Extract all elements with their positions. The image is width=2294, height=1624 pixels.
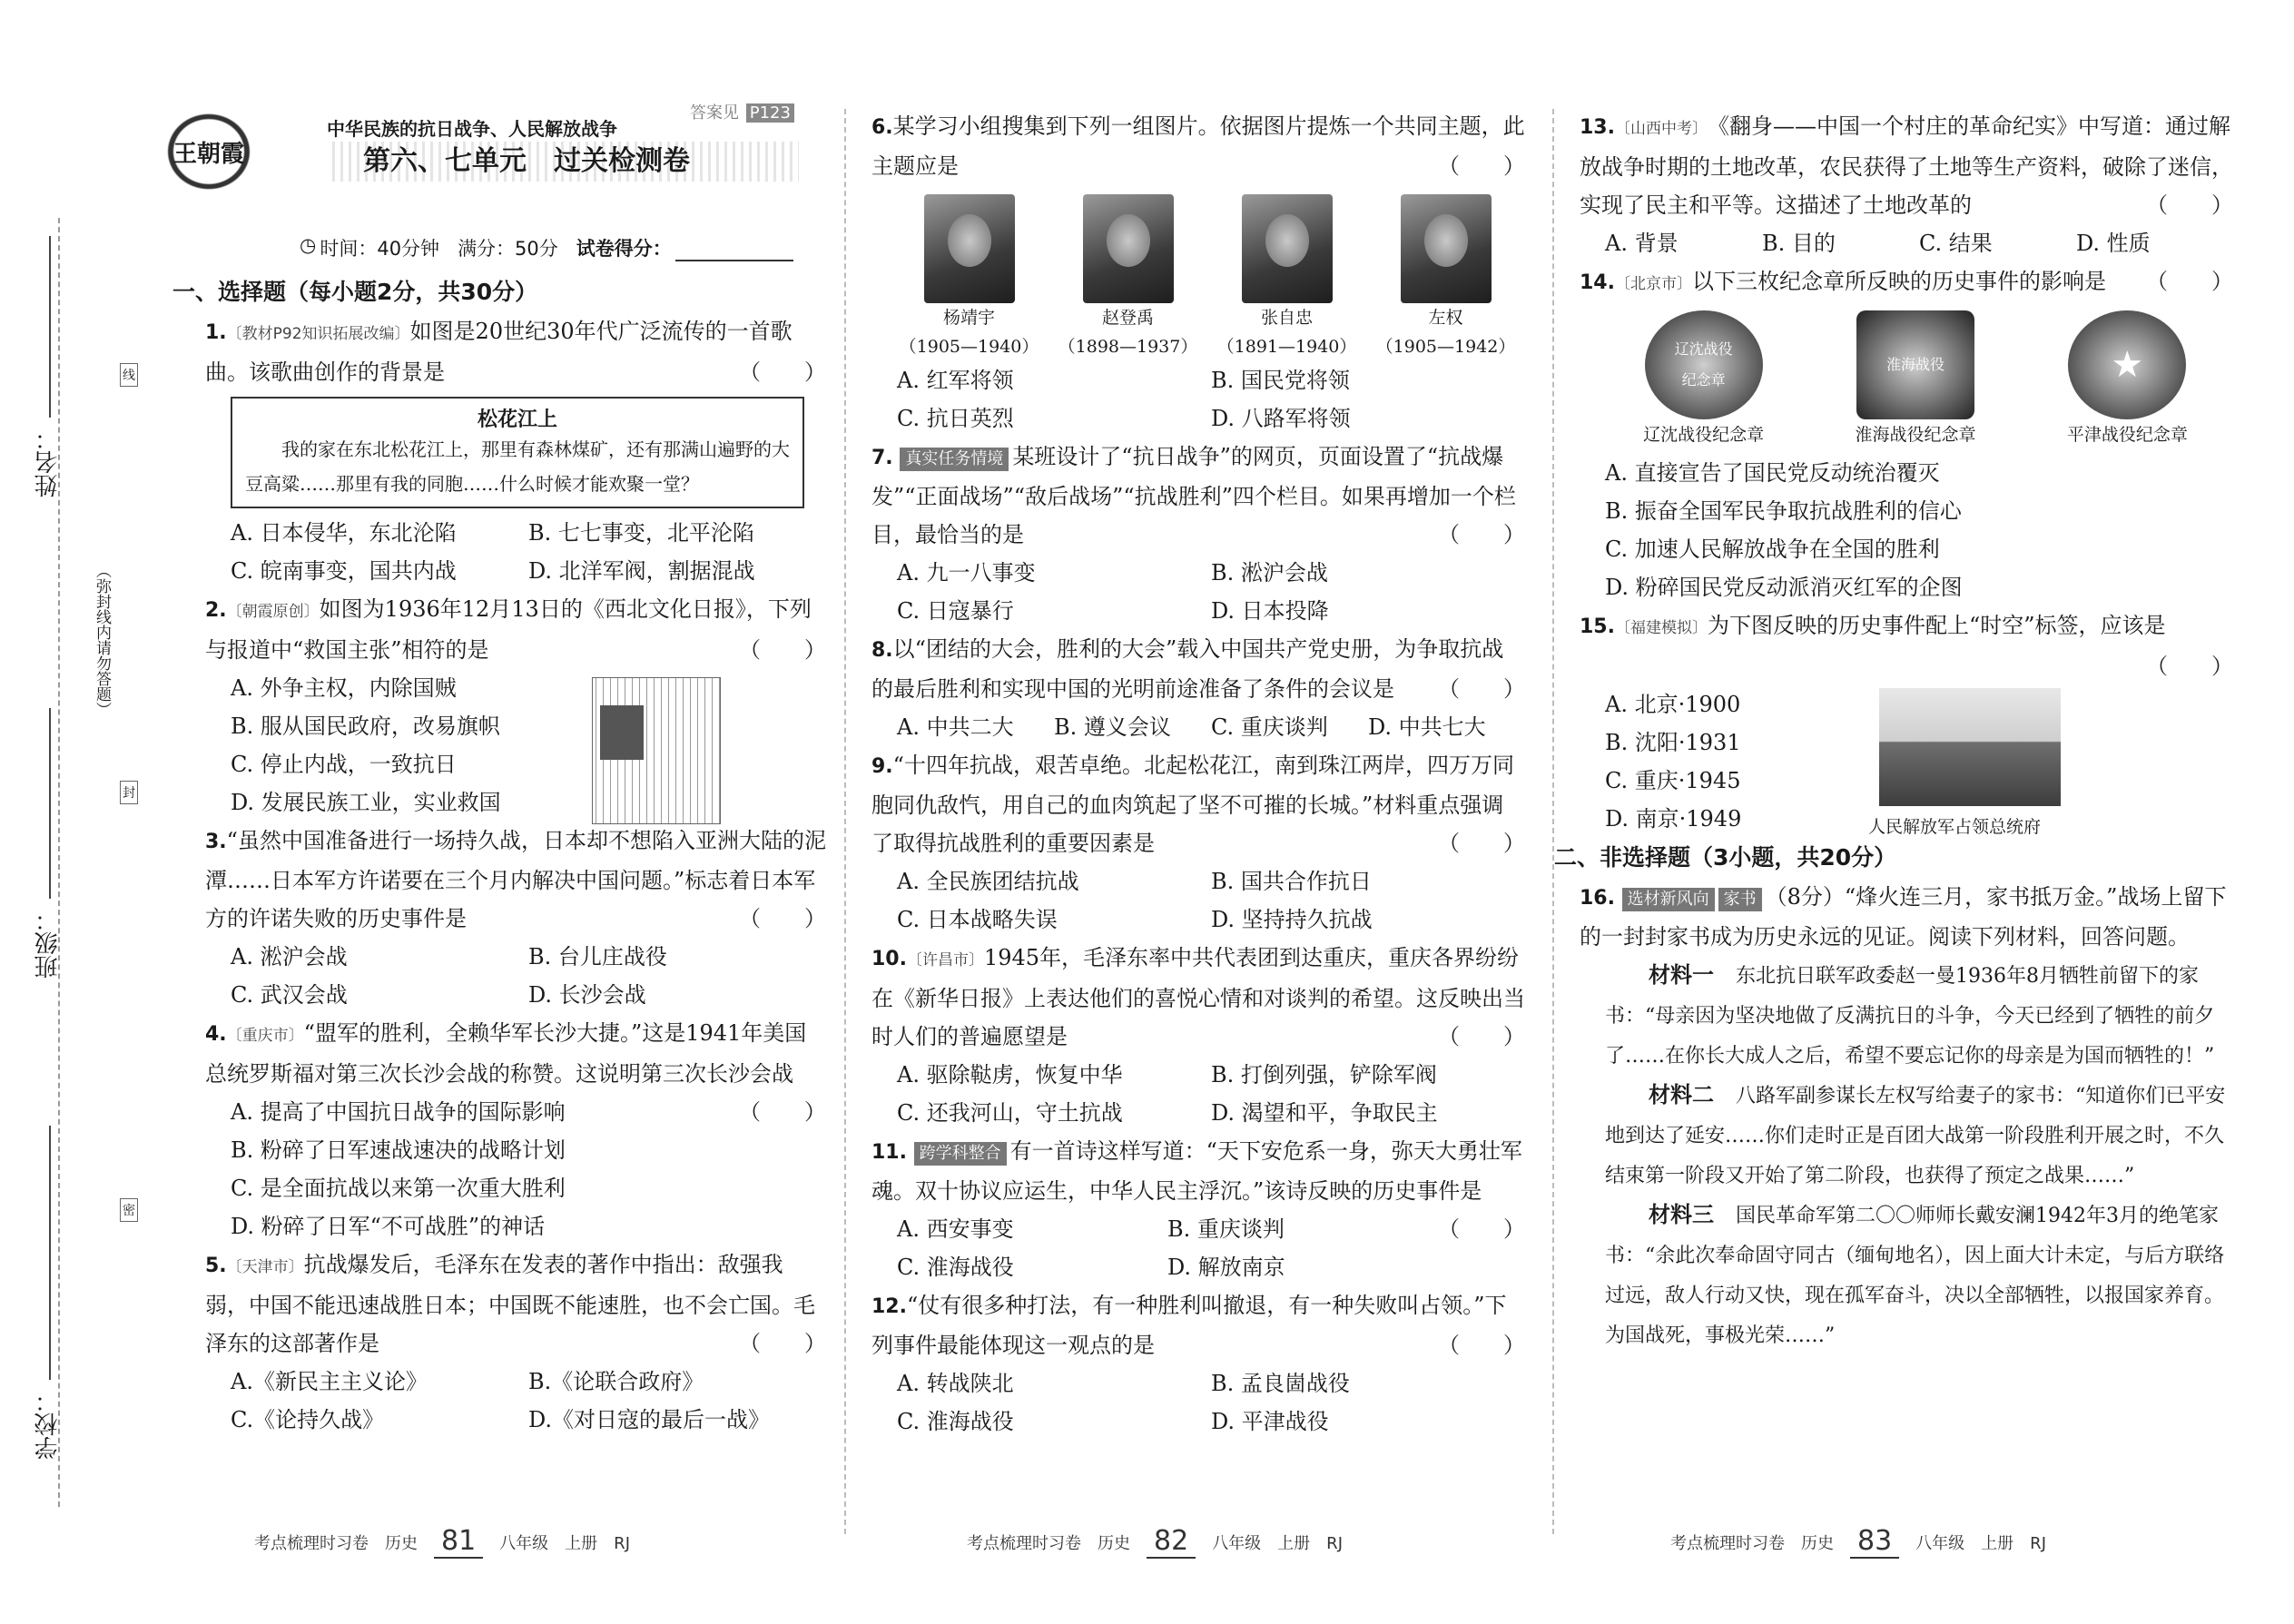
question-12 bbox=[871, 1286, 1525, 1441]
q8-answer-blank[interactable]: （ ） bbox=[1438, 676, 1525, 702]
q16-score: （8分） bbox=[1765, 884, 1845, 910]
q7-text: 某班设计了“抗日战争”的网页，页面设置了“抗战爆发”“正面战场”“敌后战场”“抗战胜利”四个栏目。如果再增加一个栏目，最恰当的是 bbox=[871, 444, 1516, 547]
q2-option-c[interactable]: C. 停止内战，一致抗日 bbox=[231, 752, 457, 777]
q12-option-a[interactable]: A. 转战陕北 bbox=[897, 1371, 1014, 1396]
q5-tag: 〔天津市〕 bbox=[226, 1258, 304, 1276]
q3-option-a[interactable]: A. 淞沪会战 bbox=[231, 944, 348, 969]
portrait-photo-2 bbox=[1083, 194, 1174, 303]
material-1-label: 材料一 bbox=[1649, 961, 1714, 988]
q4-answer-blank[interactable]: （ ） bbox=[739, 1099, 826, 1125]
q11-text: 有一首诗这样写道：“天下安危系一身，弥天大勇壮军魂。双十协议应运生，中华人民主浮沉。”该诗反映的历史事件是 bbox=[871, 1138, 1522, 1204]
newspaper-image bbox=[592, 677, 721, 824]
q7-option-a[interactable]: A. 九一八事变 bbox=[897, 560, 1036, 586]
q3-answer-blank[interactable]: （ ） bbox=[739, 906, 826, 931]
q11-option-d[interactable]: D. 解放南京 bbox=[1167, 1255, 1285, 1280]
q2-tag: 〔朝霞原创〕 bbox=[226, 603, 320, 621]
q9-option-b[interactable]: B. 国共合作抗日 bbox=[1211, 869, 1372, 894]
portrait-row bbox=[871, 185, 1525, 361]
q6-option-d[interactable]: D. 八路军将领 bbox=[1211, 406, 1351, 431]
q7-option-d[interactable]: D. 日本投降 bbox=[1211, 598, 1329, 624]
q5-option-a[interactable]: A.《新民主主义论》 bbox=[231, 1369, 428, 1394]
q4-text: “盟军的胜利，全赖华军长沙大捷。”这是1941年美国总统罗斯福对第三次长沙会战的称赞。这说明第三次长沙会战 bbox=[205, 1020, 807, 1087]
q16-number: 16. bbox=[1580, 887, 1615, 910]
badge-1-inner-text: 辽沈战役纪念章 bbox=[1674, 340, 1733, 389]
q9-option-a[interactable]: A. 全民族团结抗战 bbox=[897, 869, 1079, 894]
q8-option-a[interactable]: A. 中共二大 bbox=[897, 714, 1014, 740]
q10-option-c[interactable]: C. 还我河山，守土抗战 bbox=[897, 1100, 1123, 1126]
q3-option-d[interactable]: D. 长沙会战 bbox=[528, 982, 646, 1008]
q14-answer-blank[interactable]: （ ） bbox=[2146, 269, 2233, 294]
question-5 bbox=[172, 1245, 826, 1439]
q8-number: 8. bbox=[871, 639, 893, 662]
q15-number: 15. bbox=[1580, 615, 1615, 638]
score-input-line[interactable] bbox=[675, 234, 793, 261]
q6-option-a[interactable]: A. 红军将领 bbox=[897, 368, 1014, 393]
q11-option-a[interactable]: A. 西安事变 bbox=[897, 1216, 1014, 1242]
column-1 bbox=[172, 272, 826, 1439]
q2-option-a[interactable]: A. 外争主权，内除国贼 bbox=[231, 675, 457, 701]
question-4 bbox=[172, 1014, 826, 1245]
q3-number: 3. bbox=[205, 831, 227, 853]
logo-text: 王朝霞 bbox=[172, 140, 244, 168]
page-title: 第六、七单元 过关检测卷 bbox=[363, 145, 690, 177]
portrait-photo-3 bbox=[1242, 194, 1333, 303]
q8-text: 以“团结的大会，胜利的大会”载入中国共产党史册，为争取抗战的最后胜利和实现中国的光明前途准备了条件的会议是 bbox=[871, 636, 1504, 702]
q5-option-d[interactable]: D.《对日寇的最后一战》 bbox=[528, 1407, 771, 1432]
q2-number: 2. bbox=[205, 599, 227, 622]
q8-option-d[interactable]: D. 中共七大 bbox=[1368, 714, 1486, 740]
logo bbox=[154, 102, 263, 202]
q14-tag: 〔北京市〕 bbox=[1614, 275, 1692, 293]
badge-3-caption: 平津战役纪念章 bbox=[2066, 425, 2188, 445]
q2-option-b[interactable]: B. 服从国民政府，改易旗帜 bbox=[231, 714, 500, 739]
q9-option-c[interactable]: C. 日本战略失误 bbox=[897, 907, 1058, 932]
q4-number: 4. bbox=[205, 1023, 227, 1046]
q3-option-c[interactable]: C. 武汉会战 bbox=[231, 982, 348, 1008]
q5-number: 5. bbox=[205, 1255, 227, 1277]
q1-option-b[interactable]: B. 七七事变，北平沦陷 bbox=[528, 520, 754, 546]
portrait-1-name: 杨靖宇 bbox=[942, 308, 995, 328]
badge-1 bbox=[1643, 310, 1764, 450]
q9-option-d[interactable]: D. 坚持持久抗战 bbox=[1211, 907, 1373, 932]
q11-option-c[interactable]: C. 淮海战役 bbox=[897, 1255, 1014, 1280]
footer-1-book: 考点梳理时习卷 历史 bbox=[254, 1533, 418, 1553]
answer-page: P123 bbox=[746, 103, 794, 123]
q2-text: 如图为1936年12月13日的《西北文化日报》，下列与报道中“救国主张”相符的是 bbox=[205, 596, 812, 663]
q9-text: “十四年抗战，艰苦卓绝。北起松花江，南到珠江两岸，四万万同胞同仇敌忾，用自己的血肉筑起了坚不可摧的长城。”材料重点强调了取得抗战胜利的重要因素是 bbox=[871, 753, 1514, 856]
q13-option-b[interactable]: B. 目的 bbox=[1762, 231, 1836, 256]
portrait-1-years: （1905—1940） bbox=[899, 337, 1039, 357]
q4-option-c[interactable]: C. 是全面抗战以来第一次重大胜利 bbox=[231, 1176, 566, 1201]
q13-text: 《翻身——中国一个村庄的革命纪实》中写道：通过解放战争时期的土地改革，农民获得了土地等生产资料，破除了迷信，实现了民主和平等。这描述了土地改革的 bbox=[1580, 113, 2233, 218]
footer-1-page-number: 81 bbox=[434, 1525, 483, 1559]
q11-answer-blank[interactable]: （ ） bbox=[1438, 1216, 1525, 1242]
footer-3-grade: 八年级 上册 RJ bbox=[1915, 1533, 2047, 1553]
clock-icon: ◷ bbox=[300, 234, 317, 256]
q4-option-d[interactable]: D. 粉碎了日军“不可战胜”的神话 bbox=[231, 1214, 546, 1239]
question-11 bbox=[871, 1132, 1525, 1286]
portrait-2-name: 赵登禹 bbox=[1101, 308, 1154, 328]
name-label: 姓名： bbox=[34, 427, 62, 497]
badge-image-3 bbox=[2068, 310, 2186, 419]
seal-mark-2: 封 bbox=[120, 781, 138, 804]
q4-option-a[interactable]: A. 提高了中国抗日战争的国际影响 bbox=[231, 1099, 566, 1125]
q12-text: “仗有很多种打法，有一种胜利叫撤退，有一种失败叫占领。”下列事件最能体现这一观点的是 bbox=[871, 1293, 1507, 1358]
question-8 bbox=[871, 630, 1525, 746]
q14-text: 以下三枚纪念章所反映的历史事件的影响是 bbox=[1691, 269, 2106, 294]
footer-2-grade: 八年级 上册 RJ bbox=[1212, 1533, 1344, 1553]
q7-option-c[interactable]: C. 日寇暴行 bbox=[897, 598, 1014, 624]
q10-option-a[interactable]: A. 驱除鞑虏，恢复中华 bbox=[897, 1062, 1123, 1088]
score-label: 试卷得分： bbox=[576, 238, 672, 260]
q3-text: “虽然中国准备进行一场持久战，日本却不想陷入亚洲大陆的泥潭……日本军方许诺要在三个月内解决中国问题。”标志着日本军方的许诺失败的历史事件是 bbox=[205, 828, 826, 931]
q2-answer-blank[interactable]: （ ） bbox=[739, 637, 826, 663]
q9-number: 9. bbox=[871, 755, 893, 778]
q7-number: 7. bbox=[871, 447, 893, 469]
q15-tag: 〔福建模拟〕 bbox=[1614, 619, 1708, 637]
q12-number: 12. bbox=[871, 1295, 907, 1318]
q2-option-d[interactable]: D. 发展民族工业，实业救国 bbox=[231, 790, 501, 815]
footer-page-81 bbox=[254, 1525, 630, 1559]
q13-tag: 〔山西中考〕 bbox=[1614, 120, 1708, 138]
q8-option-b[interactable]: B. 遵义会议 bbox=[1054, 714, 1171, 740]
seal-mark-1: 线 bbox=[120, 363, 138, 387]
q4-tag: 〔重庆市〕 bbox=[226, 1027, 304, 1045]
q5-text: 抗战爆发后，毛泽东在发表的著作中指出：敌强我弱，中国不能迅速战胜日本；中国既不能速胜，也不会亡国。毛泽东的这部著作是 bbox=[205, 1252, 815, 1356]
q10-answer-blank[interactable]: （ ） bbox=[1438, 1024, 1525, 1049]
exam-info bbox=[300, 234, 793, 261]
seal-line bbox=[58, 218, 60, 1507]
q15-answer-blank[interactable]: （ ） bbox=[2146, 654, 2233, 679]
portrait-photo-1 bbox=[924, 194, 1015, 303]
seal-mark-3: 密 bbox=[120, 1198, 138, 1222]
q1-text: 如图是20世纪30年代广泛流传的一首歌曲。该歌曲创作的背景是 bbox=[205, 319, 793, 385]
class-input-line[interactable] bbox=[49, 708, 51, 899]
q1-tag: 〔教材P92知识拓展改编〕 bbox=[226, 325, 410, 343]
question-9 bbox=[871, 746, 1525, 939]
q1-number: 1. bbox=[205, 321, 227, 344]
q6-option-b[interactable]: B. 国民党将领 bbox=[1211, 368, 1350, 393]
q6-answer-blank[interactable]: （ ） bbox=[1438, 153, 1525, 179]
q4-option-b[interactable]: B. 粉碎了日军速战速决的战略计划 bbox=[231, 1137, 566, 1163]
q13-option-d[interactable]: D. 性质 bbox=[2076, 231, 2151, 256]
class-label: 班级： bbox=[34, 908, 62, 979]
column-divider-1 bbox=[844, 109, 846, 1534]
question-13 bbox=[1580, 107, 2233, 262]
material-2-label: 材料二 bbox=[1649, 1081, 1714, 1107]
q16-tag-1: 选材新风向 bbox=[1622, 888, 1715, 911]
portrait-2 bbox=[1058, 194, 1198, 361]
q16-text: “烽火连三月，家书抵万金。”战场上留下的一封封家书成为历史永远的见证。阅读下列材料，回答问题。 bbox=[1580, 884, 2227, 950]
answer-ref-label: 答案见 bbox=[690, 103, 739, 123]
q5-option-c[interactable]: C.《论持久战》 bbox=[231, 1407, 385, 1432]
q13-option-c[interactable]: C. 结果 bbox=[1919, 231, 1993, 256]
header bbox=[154, 91, 817, 200]
q13-answer-blank[interactable]: （ ） bbox=[2146, 192, 2233, 218]
full-score: 满分：50分 bbox=[458, 238, 558, 260]
q7-tag: 真实任务情境 bbox=[900, 448, 1009, 471]
portrait-2-years: （1898—1937） bbox=[1058, 337, 1198, 357]
q1-option-d[interactable]: D. 北洋军阀，割据混战 bbox=[528, 558, 755, 584]
section-1-title: 一、选择题（每小题2分，共30分） bbox=[172, 279, 538, 305]
portrait-3-years: （1891—1940） bbox=[1216, 337, 1357, 357]
q5-answer-blank[interactable]: （ ） bbox=[739, 1331, 826, 1356]
badge-1-caption: 辽沈战役纪念章 bbox=[1643, 425, 1765, 445]
q14-option-b[interactable]: B. 振奋全国军民争取抗战胜利的信心 bbox=[1605, 498, 1962, 524]
q11-option-b[interactable]: B. 重庆谈判 bbox=[1167, 1216, 1285, 1242]
q12-option-c[interactable]: C. 淮海战役 bbox=[897, 1409, 1014, 1434]
q7-answer-blank[interactable]: （ ） bbox=[1438, 522, 1525, 547]
presidential-palace-photo bbox=[1879, 688, 2061, 806]
q11-number: 11. bbox=[871, 1141, 907, 1164]
badge-3-star-icon: ★ bbox=[2111, 344, 2144, 386]
school-label: 学校： bbox=[34, 1389, 62, 1460]
header-subtitle: 中华民族的抗日战争、人民解放战争 bbox=[327, 118, 617, 140]
badge-2-caption: 淮海战役纪念章 bbox=[1855, 425, 1976, 445]
footer-3-book: 考点梳理时习卷 历史 bbox=[1670, 1533, 1834, 1553]
q14-option-d[interactable]: D. 粉碎国民党反动派消灭红军的企图 bbox=[1605, 575, 1963, 600]
q5-option-b[interactable]: B.《论联合政府》 bbox=[528, 1369, 704, 1394]
q15-text: 为下图反映的历史事件配上“时空”标签，应该是 bbox=[1707, 613, 2166, 638]
q15-option-a[interactable]: A. 北京·1900 bbox=[1605, 692, 1741, 717]
question-15 bbox=[1580, 606, 2233, 838]
q1-option-c[interactable]: C. 皖南事变，国共内战 bbox=[231, 558, 457, 584]
q13-option-a[interactable]: A. 背景 bbox=[1605, 231, 1679, 256]
column-2 bbox=[871, 107, 1525, 1441]
q16-tag-2: 家书 bbox=[1718, 888, 1762, 911]
q10-option-b[interactable]: B. 打倒列强，铲除军阀 bbox=[1211, 1062, 1437, 1088]
portrait-4-name: 左权 bbox=[1428, 308, 1463, 328]
column-divider-2 bbox=[1552, 109, 1554, 1534]
q10-option-d[interactable]: D. 渴望和平，争取民主 bbox=[1211, 1100, 1438, 1126]
material-2-text: 八路军副参谋长左权写给妻子的家书：“知道你们已平安地到达了延安……你们走时正是百团大战第一阶段胜利开展之时，不久结束第一阶段又开始了第二阶段，也获得了预定之战果……” bbox=[1605, 1085, 2226, 1187]
q8-option-c[interactable]: C. 重庆谈判 bbox=[1211, 714, 1328, 740]
q10-tag: 〔许昌市〕 bbox=[906, 951, 984, 969]
q14-option-a[interactable]: A. 直接宣告了国民党反动统治覆灭 bbox=[1605, 460, 1940, 486]
footer-page-82 bbox=[967, 1525, 1343, 1559]
footer-3-page-number: 83 bbox=[1850, 1525, 1899, 1559]
material-3-label: 材料三 bbox=[1649, 1201, 1714, 1227]
column-3 bbox=[1554, 107, 2233, 1355]
q3-option-b[interactable]: B. 台儿庄战役 bbox=[528, 944, 667, 969]
q10-number: 10. bbox=[871, 948, 907, 970]
question-1 bbox=[172, 312, 826, 590]
footer-page-83 bbox=[1670, 1525, 2046, 1559]
school-input-line[interactable] bbox=[49, 1126, 51, 1380]
song-box bbox=[231, 397, 804, 508]
q1-option-a[interactable]: A. 日本侵华，东北沦陷 bbox=[231, 520, 457, 546]
q9-answer-blank[interactable]: （ ） bbox=[1438, 831, 1525, 856]
q15-option-c[interactable]: C. 重庆·1945 bbox=[1605, 768, 1741, 793]
badge-2-inner-text: 淮海战役 bbox=[1885, 356, 1944, 373]
portrait-4 bbox=[1376, 194, 1516, 361]
q6-text: 某学习小组搜集到下列一组图片。依据图片提炼一个共同主题，此主题应是 bbox=[871, 113, 1525, 179]
q6-option-c[interactable]: C. 抗日英烈 bbox=[897, 406, 1014, 431]
song-title: 松花江上 bbox=[477, 408, 557, 431]
seal-note: （弥封线内请勿答题） bbox=[93, 563, 111, 717]
badge-image-1 bbox=[1645, 310, 1763, 419]
footer-1-grade: 八年级 上册 RJ bbox=[499, 1533, 631, 1553]
answer-ref bbox=[690, 100, 794, 123]
portrait-4-years: （1905—1942） bbox=[1375, 337, 1516, 357]
portrait-1 bbox=[900, 194, 1039, 361]
question-2 bbox=[172, 590, 826, 822]
portrait-3-name: 张自忠 bbox=[1260, 308, 1313, 328]
q14-number: 14. bbox=[1580, 271, 1615, 294]
q11-tag: 跨学科整合 bbox=[914, 1142, 1007, 1166]
portrait-photo-4 bbox=[1401, 194, 1492, 303]
question-14 bbox=[1580, 262, 2233, 606]
q15-option-b[interactable]: B. 沈阳·1931 bbox=[1605, 730, 1741, 755]
q14-option-c[interactable]: C. 加速人民解放战争在全国的胜利 bbox=[1605, 536, 1940, 562]
song-lyrics: 我的家在东北松花江上，那里有森林煤矿，还有那满山遍野的大豆高粱……那里有我的同胞……什么时候才能欢聚一堂？ bbox=[245, 438, 790, 495]
material-3-text: 国民革命军第二〇〇师师长戴安澜1942年3月的绝笔家书：“余此次奉命固守同古（缅甸地名），因上面大计未定，与后方联络过远，敌人行动又快，现在孤军奋斗，决以全部牺牲，以报国家养育。为国战死，事极光荣……” bbox=[1605, 1205, 2225, 1347]
q15-photo-caption: 人民解放军占领总统府 bbox=[1868, 817, 2042, 837]
footer-2-page-number: 82 bbox=[1147, 1525, 1196, 1559]
q15-option-d[interactable]: D. 南京·1949 bbox=[1605, 806, 1742, 832]
section-2-title: 二、非选择题（3小题，共20分） bbox=[1554, 844, 1897, 871]
q10-text: 1945年，毛泽东率中共代表团到达重庆，重庆各界纷纷在《新华日报》上表达他们的喜悦心情和对谈判的希望。这反映出当时人们的普遍愿望是 bbox=[871, 945, 1525, 1049]
q7-option-b[interactable]: B. 淞沪会战 bbox=[1211, 560, 1328, 586]
portrait-3 bbox=[1217, 194, 1357, 361]
badge-3 bbox=[2067, 310, 2188, 450]
question-16 bbox=[1580, 878, 2233, 1355]
footer-2-book: 考点梳理时习卷 历史 bbox=[967, 1533, 1130, 1553]
binding-strip bbox=[34, 218, 135, 1507]
question-10 bbox=[871, 939, 1525, 1132]
q12-option-b[interactable]: B. 孟良崮战役 bbox=[1211, 1371, 1350, 1396]
q12-option-d[interactable]: D. 平津战役 bbox=[1211, 1409, 1329, 1434]
badge-2 bbox=[1855, 310, 1975, 450]
badge-image-2 bbox=[1856, 310, 1974, 419]
question-3 bbox=[172, 822, 826, 1014]
q1-answer-blank[interactable]: （ ） bbox=[739, 359, 826, 385]
q13-number: 13. bbox=[1580, 116, 1615, 139]
q12-answer-blank[interactable]: （ ） bbox=[1438, 1333, 1525, 1358]
question-7 bbox=[871, 438, 1525, 630]
q6-number: 6. bbox=[871, 116, 893, 139]
name-input-line[interactable] bbox=[49, 236, 51, 418]
badge-row bbox=[1580, 303, 2233, 454]
time-label: 时间：40分钟 bbox=[320, 238, 440, 260]
material-1-text: 东北抗日联军政委赵一曼1936年8月牺牲前留下的家书：“母亲因为坚决地做了反满抗日的斗争，今天已经到了牺牲的前夕了……在你长大成人之后，希望不要忘记你的母亲是为国而牺牲的！” bbox=[1605, 965, 2215, 1068]
question-6 bbox=[871, 107, 1525, 438]
